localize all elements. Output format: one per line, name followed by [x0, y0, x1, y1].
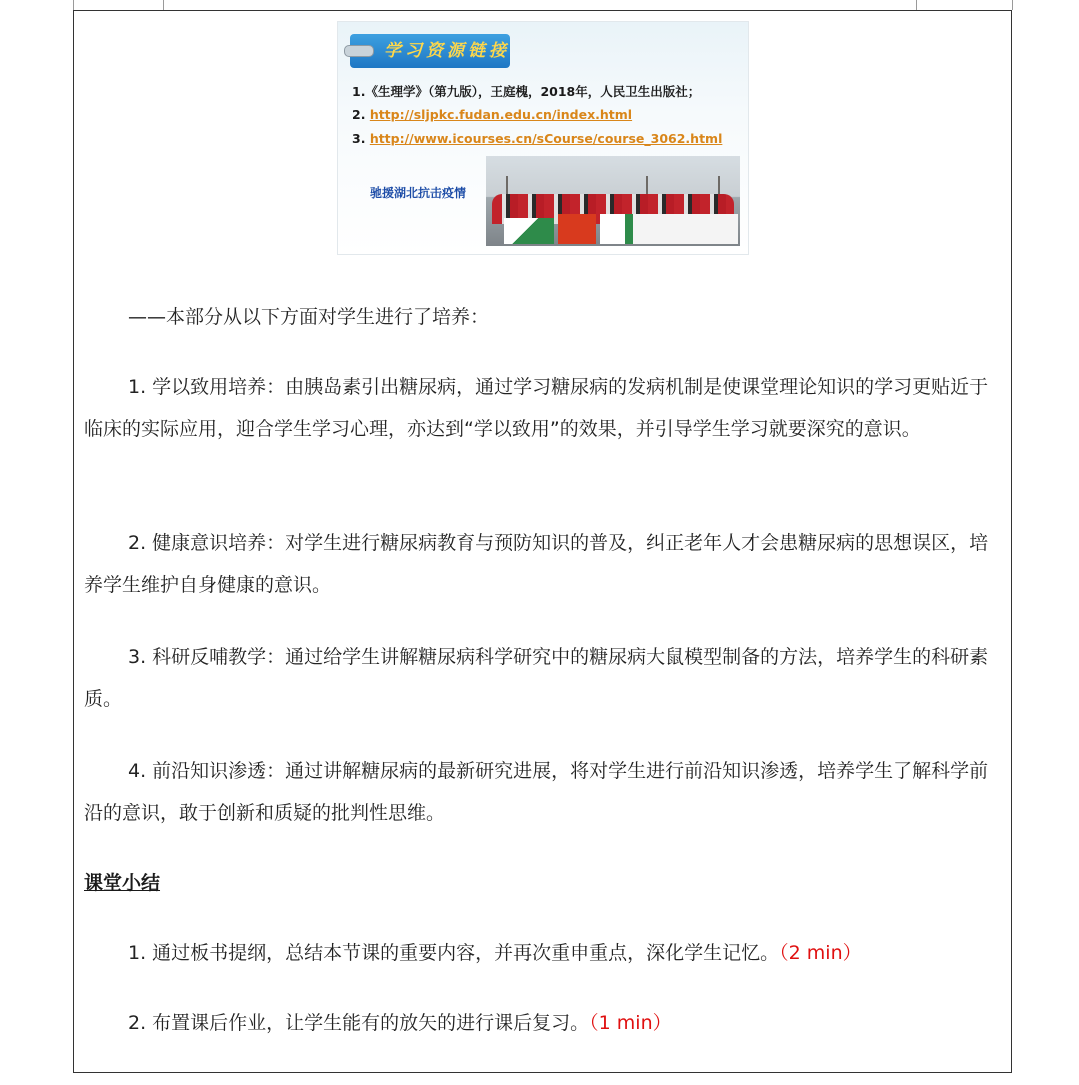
slide-title-tab [350, 34, 510, 68]
group-photo [486, 156, 740, 246]
summary-heading: 课堂小结 [84, 872, 161, 894]
slide-link-2[interactable]: http://www.icourses.cn/sCourse/course_3062.html [369, 131, 723, 146]
slide-title: 学习资源链接 [384, 41, 510, 61]
photo-banner [600, 214, 738, 244]
photo-banner [558, 214, 596, 244]
cultivation-item-3: 3. 科研反哺教学：通过给学生讲解糖尿病科学研究中的糖尿病大鼠模型制备的方法，培养学生的科研素质。 [84, 646, 989, 710]
summary-item-1: 1. 通过板书提纲，总结本节课的重要内容，并再次重申重点，深化学生记忆。（2 min） [128, 942, 862, 964]
cultivation-item-4: 4. 前沿知识渗透：通过讲解糖尿病的最新研究进展，将对学生进行前沿知识渗透，培养学生了解科学前沿的意识，敢于创新和质疑的批判性思维。 [84, 760, 989, 824]
summary-time-1: （2 min） [779, 942, 862, 964]
slide-figure [338, 22, 748, 254]
cultivation-item-1: 1. 学以致用培养：由胰岛素引出糖尿病，通过学习糖尿病的发病机制是使课堂理论知识的学习更贴近于临床的实际应用，迎合学生学习心理，亦达到“学以致用”的效果，并引导学生学习就要深究的意识。 [84, 376, 989, 440]
slide-reference-2: 2. http://sljpkc.fudan.edu.cn/index.html [352, 107, 633, 122]
slide-link-1[interactable]: http://sljpkc.fudan.edu.cn/index.html [369, 107, 633, 122]
intro-paragraph: ——本部分从以下方面对学生进行了培养： [128, 306, 490, 328]
slide-reference-1: 1.《生理学》（第九版），王庭槐，2018年，人民卫生出版社； [352, 84, 701, 99]
crop-mark [1012, 0, 1013, 10]
photo-banner [504, 218, 554, 244]
slide-photo-caption: 驰援湖北抗击疫情 [370, 186, 467, 200]
pushpin-icon [344, 45, 374, 57]
crop-mark [73, 0, 74, 10]
summary-time-2: （1 min） [589, 1012, 672, 1034]
summary-item-2: 2. 布置课后作业，让学生能有的放矢的进行课后复习。（1 min） [128, 1012, 672, 1034]
slide-reference-3: 3. http://www.icourses.cn/sCourse/course_3062.html [352, 131, 723, 146]
crop-mark [916, 0, 917, 10]
cultivation-item-2: 2. 健康意识培养：对学生进行糖尿病教育与预防知识的普及，纠正老年人才会患糖尿病的思想误区，培养学生维护自身健康的意识。 [84, 532, 989, 596]
crop-mark [163, 0, 164, 10]
